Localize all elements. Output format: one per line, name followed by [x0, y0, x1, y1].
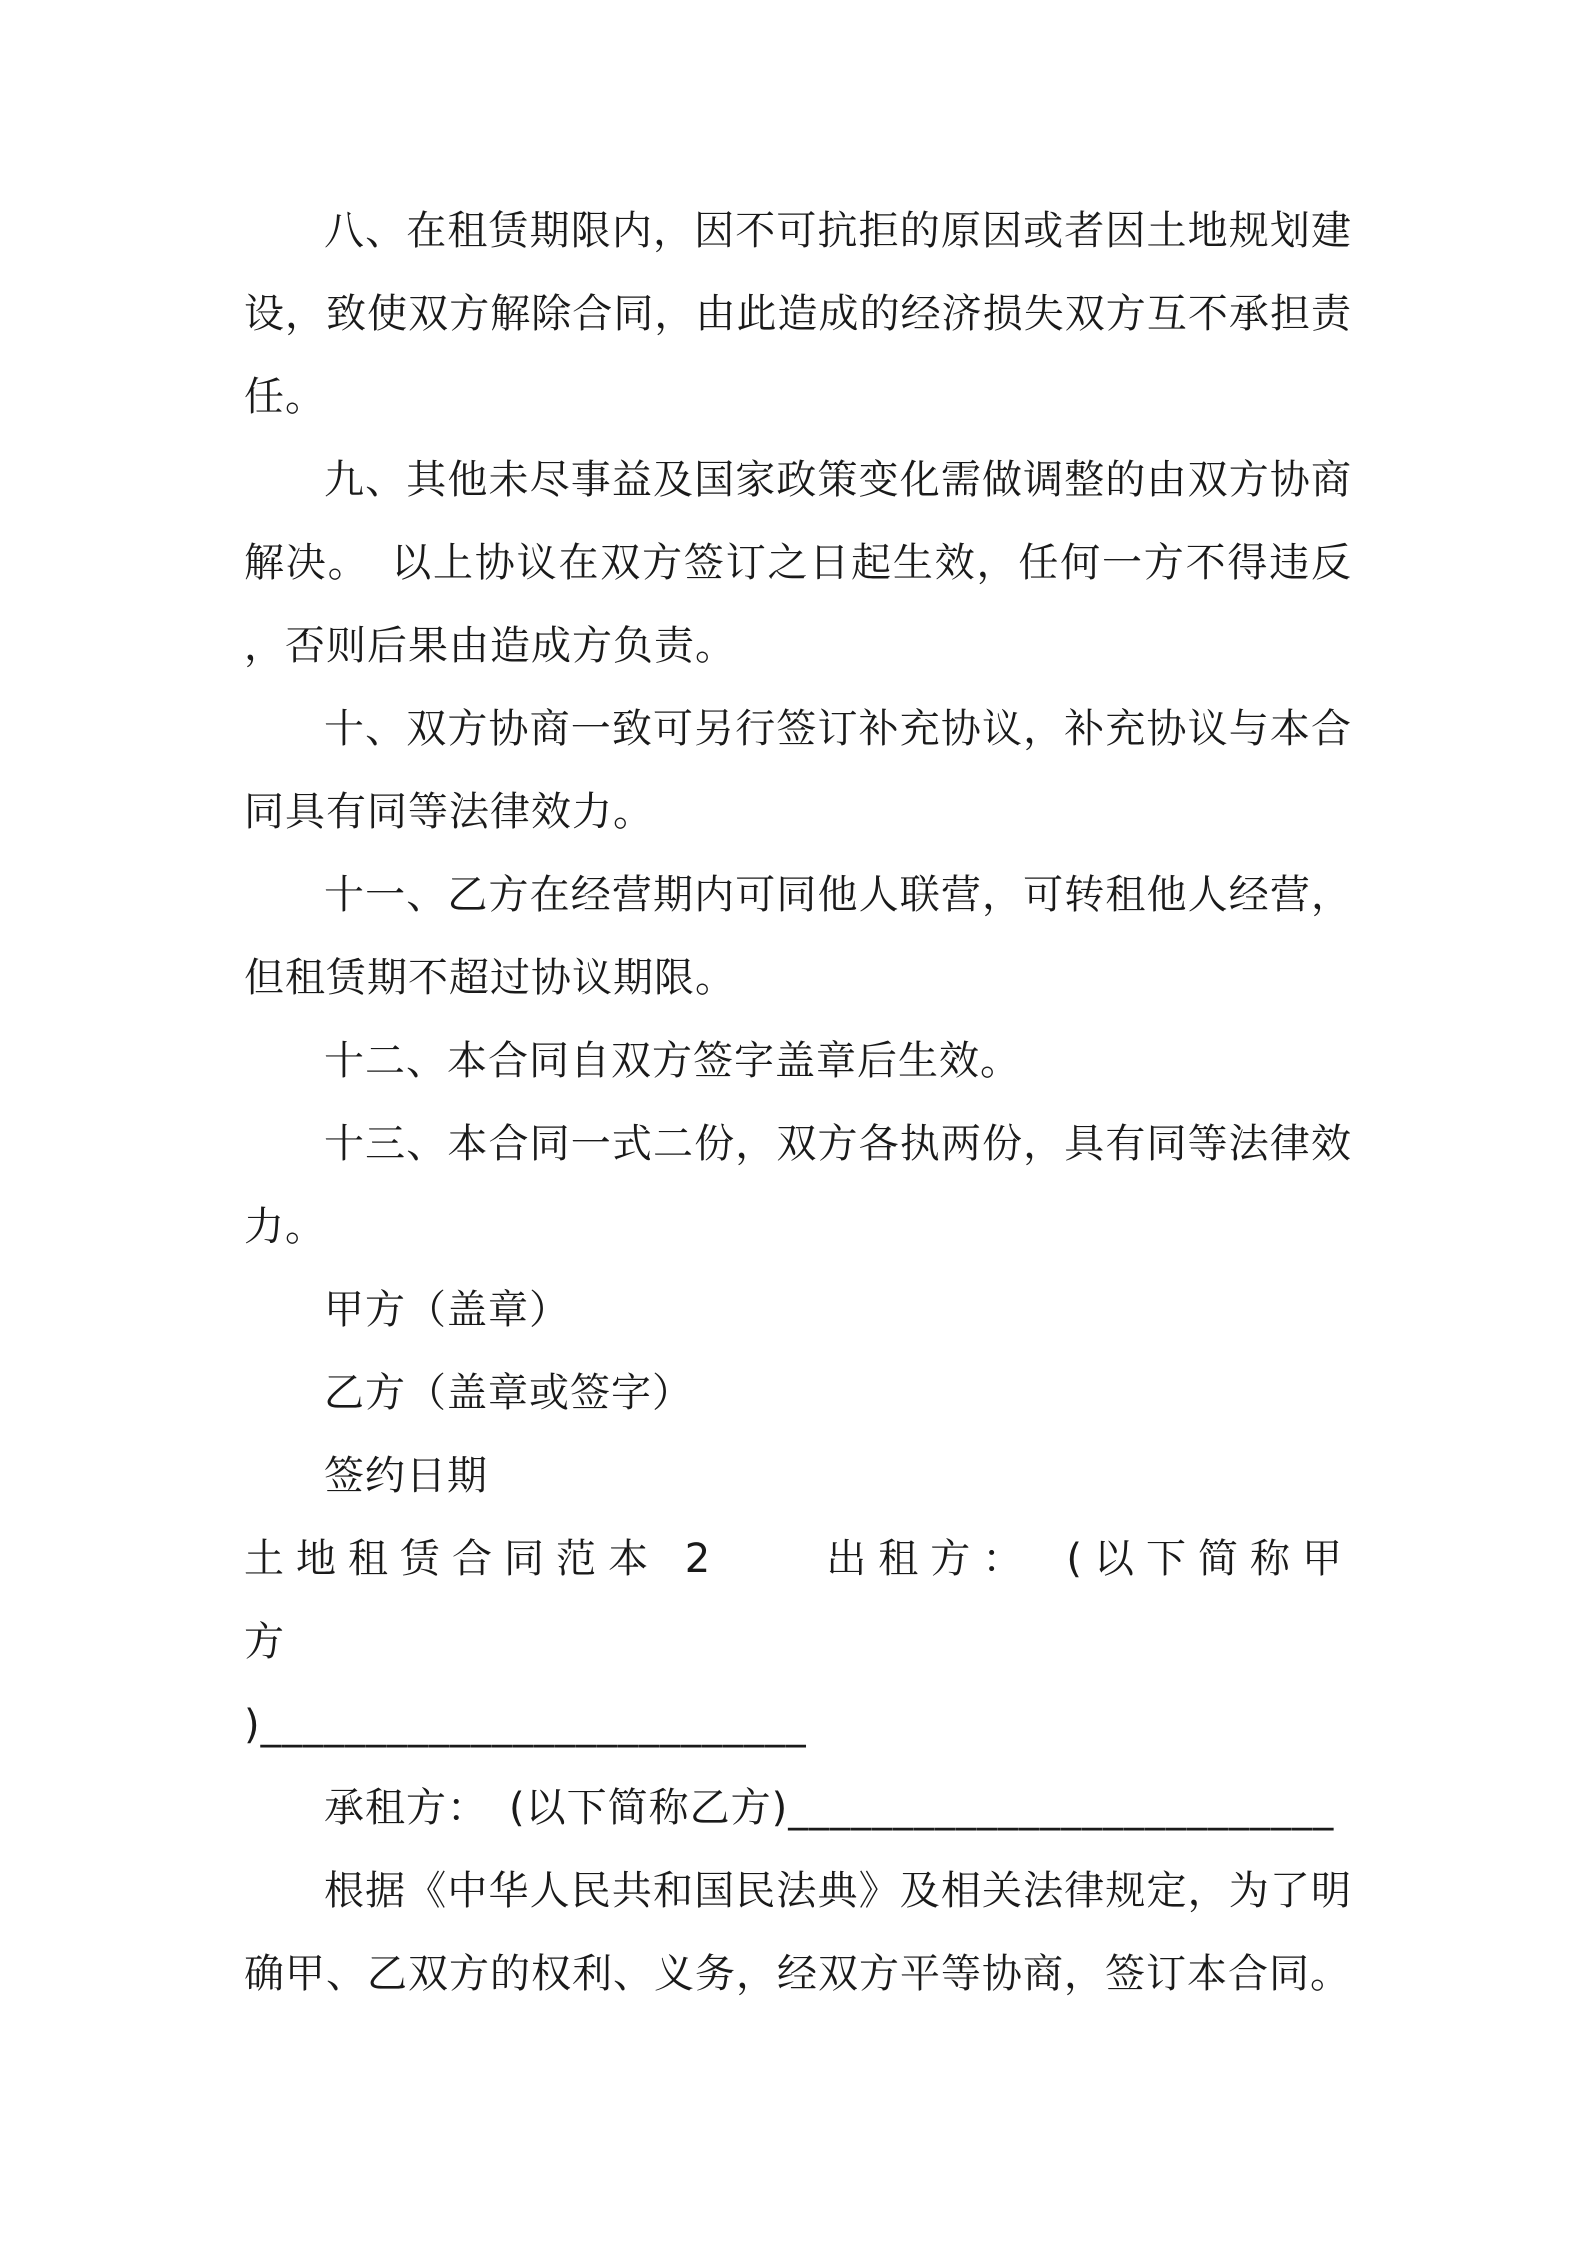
clause-8: 八、在租赁期限内，因不可抗拒的原因或者因土地规划建设，致使双方解除合同，由此造成的经济损失双方互不承担责任。 — [244, 208, 1352, 420]
party-b-seal: 乙方（盖章或签字） — [324, 1370, 693, 1416]
clause-10: 十、双方协商一致可另行签订补充协议，补充协议与本合同具有同等法律效力。 — [244, 706, 1352, 835]
clause-11: 十一、乙方在经营期内可同他人联营，可转租他人经营，但租赁期不超过协议期限。 — [244, 872, 1352, 1001]
party-a-seal: 甲方（盖章） — [324, 1287, 570, 1333]
clause-12: 十二、本合同自双方签字盖章后生效。 — [324, 1038, 1021, 1084]
contract2-preamble: 根据《中华人民共和国民法典》及相关法律规定，为了明确甲、乙双方的权利、义务，经双方平等协商，签订本合同。 — [244, 1868, 1352, 1997]
contract2-lessee-line: 承租方： (以下简称乙方)__________________________ — [324, 1785, 1335, 1831]
contract2-lessor-blank: )__________________________ — [244, 1702, 807, 1748]
contract2-title-line: 土地租赁合同范本 2 出租方： (以下简称甲方 — [244, 1536, 1352, 1665]
document-body — [244, 190, 1352, 2016]
clause-13: 十三、本合同一式二份，双方各执两份，具有同等法律效力。 — [244, 1121, 1352, 1250]
clause-9: 九、其他未尽事益及国家政策变化需做调整的由双方协商解决。 以上协议在双方签订之日起生效，任何一方不得违反，否则后果由造成方负责。 — [244, 457, 1352, 669]
sign-date: 签约日期 — [324, 1453, 488, 1499]
